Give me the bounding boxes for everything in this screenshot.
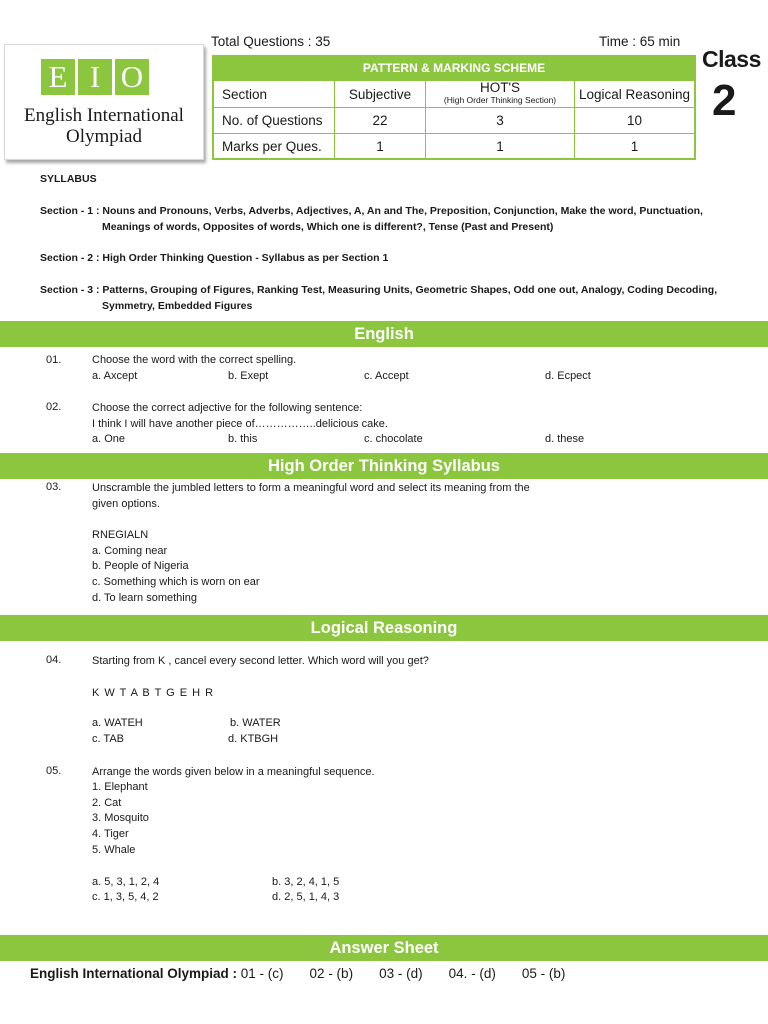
q4-option-c: c. TAB [92,733,124,745]
q2-option-a: a. One [92,433,126,445]
answer-key-label: English International Olympiad : [30,966,241,981]
logo-name-line1: English International [24,105,184,126]
answer-5: 05 - (b) [521,966,566,981]
q3-text [92,481,530,512]
logo-letter-o: O [115,59,149,95]
row-label-marks: Marks per Ques. [213,133,335,159]
banner-english: English [0,321,768,347]
logo-name [5,105,203,147]
syllabus-section1-line2: Meanings of words, Opposites of words, Which one is different?, Tense (Past and Present) [102,221,554,233]
header-subjective: Subjective [334,80,426,108]
olympiad-logo [4,44,204,160]
cell-marks-subjective: 1 [334,133,426,159]
q2-option-b: b. this [228,433,258,445]
q1-option-a: a. Axcept [92,370,138,382]
banner-logical-reasoning: Logical Reasoning [0,615,768,641]
hots-subtitle: (High Order Thinking Section) [443,95,557,105]
q3-content [92,528,260,607]
q5-item: 2. Cat [92,796,122,809]
answer-3: 03 - (d) [379,966,423,981]
class-number: 2 [712,76,737,125]
header-hots [425,80,575,108]
q5-text: Arrange the words given below in a meaningful sequence. [92,766,375,778]
total-questions: Total Questions : 35 [211,34,331,49]
q3-option-a: a. Coming near [92,544,168,557]
q2-text [92,401,388,432]
q3-option-c: c. Something which is worn on ear [92,576,260,589]
answer-2: 02 - (b) [309,966,354,981]
q5-item: 3. Mosquito [92,812,149,825]
q5-option-a: a. 5, 3, 1, 2, 4 [92,876,160,888]
logo-letters [41,59,149,95]
banner-answer-sheet: Answer Sheet [0,935,768,961]
q5-option-c: c. 1, 3, 5, 4, 2 [92,891,159,903]
q3-option-b: b. People of Nigeria [92,560,189,573]
cell-questions-subjective: 22 [334,107,426,134]
q4-option-d: d. KTBGH [228,733,279,745]
answer-key [30,966,565,981]
q2-option-d: d. these [545,433,585,445]
q2-number: 02. [46,401,62,413]
marking-scheme-table [212,55,696,160]
marking-scheme-title: PATTERN & MARKING SCHEME [213,56,695,80]
header-section: Section [213,80,335,108]
q1-option-d: d. Ecpect [545,370,591,382]
header-logical-reasoning: Logical Reasoning [574,80,695,108]
q4-text: Starting from K , cancel every second letter. Which word will you get? [92,655,429,667]
class-label: Class [702,46,761,72]
time-limit: Time : 65 min [599,34,681,49]
logo-name-line2: Olympiad [66,126,142,147]
cell-marks-hots: 1 [425,133,575,159]
q2-text-line1: Choose the correct adjective for the following sentence: [92,402,363,414]
answer-1: 01 - (c) [240,966,284,981]
q5-word-list [92,780,149,859]
q4-letters: K W T A B T G E H R [92,687,214,699]
banner-hots: High Order Thinking Syllabus [0,453,768,479]
q3-option-d: d. To learn something [92,591,197,604]
q4-option-b: b. WATER [230,717,281,729]
q4-number: 04. [46,654,62,666]
syllabus-heading: SYLLABUS [40,173,97,185]
hots-title: HOT'S [479,80,521,95]
q5-item: 1. Elephant [92,781,148,793]
syllabus-section3-line1: Section - 3 : Patterns, Grouping of Figures, Ranking Test, Measuring Units, Geometric Shapes, Odd one out, Analogy, Coding Decoding, [40,284,718,296]
q5-option-b: b. 3, 2, 4, 1, 5 [272,876,340,888]
q5-item: 5. Whale [92,843,136,856]
answer-4: 04. - (d) [448,966,496,981]
q1-option-c: c. Accept [364,370,409,382]
q4-option-a: a. WATEH [92,717,143,729]
q1-number: 01. [46,354,62,366]
logo-letter-i: I [78,59,112,95]
row-label-questions: No. of Questions [213,107,335,134]
q5-item: 4. Tiger [92,828,129,841]
q3-number: 03. [46,481,62,493]
q5-number: 05. [46,765,62,777]
logo-letter-e: E [41,59,75,95]
cell-questions-hots: 3 [425,107,575,134]
q1-option-b: b. Exept [228,370,269,382]
cell-marks-logical: 1 [574,133,695,159]
syllabus-section3-line2: Symmetry, Embedded Figures [102,300,253,312]
syllabus-section2: Section - 2 : High Order Thinking Question - Syllabus as per Section 1 [40,252,389,264]
q5-option-d: d. 2, 5, 1, 4, 3 [272,891,340,903]
cell-questions-logical: 10 [574,107,695,134]
q2-option-c: c. chocolate [364,433,423,445]
q3-text-line1: Unscramble the jumbled letters to form a meaningful word and select its meaning from the [92,482,530,494]
q1-text: Choose the word with the correct spelling. [92,354,297,366]
syllabus-section1-line1: Section - 1 : Nouns and Pronouns, Verbs, Adverbs, Adjectives, A, An and The, Preposition, Conjunction, Make the word, Punctuation, [40,205,703,217]
q3-jumbled-word: RNEGIALN [92,529,149,541]
q3-text-line2: given options. [92,497,160,510]
q2-text-line2: I think I will have another piece of……………..delicious cake. [92,417,388,430]
